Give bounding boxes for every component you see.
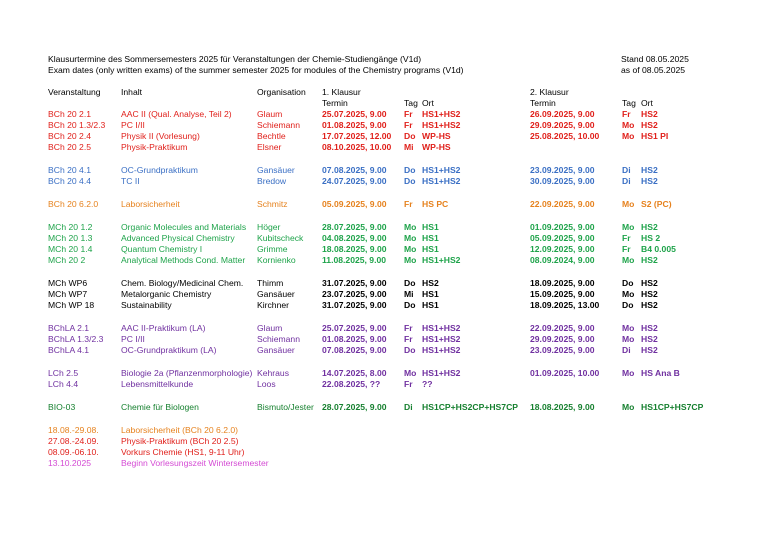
cell-tag1: Fr — [404, 334, 413, 344]
cell-ort1: HS PC — [422, 199, 449, 209]
cell-ort1: HS1CP+HS2CP+HS7CP — [422, 402, 519, 412]
cell-ort1: HS1+HS2 — [422, 165, 461, 175]
cell-tag2: Mo — [622, 402, 635, 412]
cell-inhalt: Sustainability — [121, 300, 172, 310]
table-row — [0, 345, 768, 356]
cell-inhalt: Biologie 2a (Pflanzenmorphologie) — [121, 368, 253, 378]
cell-termin1: 01.08.2025, 9.00 — [322, 334, 387, 344]
cell-termin1: 18.08.2025, 9.00 — [322, 244, 387, 254]
cell-organisation: Glaum — [257, 323, 283, 333]
note-item — [0, 458, 768, 469]
table-row — [0, 300, 768, 311]
cell-termin1: 04.08.2025, 9.00 — [322, 233, 387, 243]
table-row — [0, 120, 768, 131]
cell-tag2: Fr — [622, 233, 631, 243]
cell-termin1: 28.07.2025, 9.00 — [322, 402, 387, 412]
cell-ort2: HS2 — [641, 222, 658, 232]
cell-ort1: HS1 — [422, 244, 439, 254]
cell-termin1: 31.07.2025, 9.00 — [322, 278, 387, 288]
col-klausur2: 2. Klausur — [530, 87, 569, 97]
cell-termin1: 11.08.2025, 9.00 — [322, 255, 387, 265]
cell-tag1: Do — [404, 176, 416, 186]
col-termin2: Termin — [530, 98, 556, 108]
cell-termin2: 22.09.2025, 9.00 — [530, 199, 595, 209]
cell-inhalt: OC-Grundpraktikum (LA) — [121, 345, 217, 355]
cell-termin2: 08.09.2024, 9.00 — [530, 255, 595, 265]
cell-veranstaltung: MCh WP 18 — [48, 300, 95, 310]
cell-tag2: Mo — [622, 199, 635, 209]
cell-ort1: HS1+HS2 — [422, 323, 461, 333]
cell-veranstaltung: BChLA 4.1 — [48, 345, 90, 355]
cell-termin2: 30.09.2025, 9.00 — [530, 176, 595, 186]
cell-organisation: Bredow — [257, 176, 287, 186]
cell-organisation: Gansäuer — [257, 345, 295, 355]
cell-ort1: HS1+HS2 — [422, 368, 461, 378]
table-row — [0, 289, 768, 300]
cell-veranstaltung: MCh WP7 — [48, 289, 88, 299]
cell-tag2: Mo — [622, 289, 635, 299]
cell-tag2: Do — [622, 300, 634, 310]
table-row — [0, 109, 768, 120]
cell-ort2: HS2 — [641, 165, 658, 175]
table-row — [0, 176, 768, 187]
cell-ort1: HS1 — [422, 222, 439, 232]
cell-termin1: 23.07.2025, 9.00 — [322, 289, 387, 299]
cell-organisation: Bismuto/Jester — [257, 402, 314, 412]
cell-ort2: HS2 — [641, 289, 658, 299]
cell-ort2: HS2 — [641, 323, 658, 333]
cell-veranstaltung: LCh 4.4 — [48, 379, 79, 389]
cell-termin2: 05.09.2025, 9.00 — [530, 233, 595, 243]
cell-ort2: HS2 — [641, 120, 658, 130]
cell-ort1: HS1+HS2 — [422, 255, 461, 265]
cell-ort1: HS1+HS2 — [422, 176, 461, 186]
cell-inhalt: Laborsicherheit — [121, 199, 180, 209]
table-row — [0, 142, 768, 153]
cell-termin2: 18.09.2025, 13.00 — [530, 300, 600, 310]
cell-organisation: Kirchner — [257, 300, 289, 310]
table-row — [0, 233, 768, 244]
table-row — [0, 199, 768, 210]
cell-ort1: HS1 — [422, 233, 439, 243]
note-date: 27.08.-24.09. — [48, 436, 99, 446]
cell-veranstaltung: MCh WP6 — [48, 278, 88, 288]
cell-inhalt: OC-Grundpraktikum — [121, 165, 198, 175]
note-text: Vorkurs Chemie (HS1, 9-11 Uhr) — [121, 447, 245, 457]
cell-termin1: 07.08.2025, 9.00 — [322, 165, 387, 175]
cell-termin2: 12.09.2025, 9.00 — [530, 244, 595, 254]
cell-inhalt: Physik-Praktikum — [121, 142, 188, 152]
cell-tag1: Mo — [404, 255, 417, 265]
table-row — [0, 402, 768, 413]
cell-termin2: 29.09.2025, 9.00 — [530, 334, 595, 344]
cell-organisation: Loos — [257, 379, 276, 389]
cell-tag1: Mi — [404, 142, 414, 152]
table-row — [0, 278, 768, 289]
cell-termin2: 15.09.2025, 9.00 — [530, 289, 595, 299]
cell-ort2: HS2 — [641, 334, 658, 344]
cell-inhalt: Analytical Methods Cond. Matter — [121, 255, 246, 265]
cell-tag1: Fr — [404, 379, 413, 389]
cell-ort2: HS2 — [641, 109, 658, 119]
cell-ort1: HS1+HS2 — [422, 345, 461, 355]
stand-de: Stand 08.05.2025 — [621, 54, 689, 64]
cell-termin2: 25.08.2025, 10.00 — [530, 131, 600, 141]
cell-inhalt: PC I/II — [121, 120, 145, 130]
note-item — [0, 436, 768, 447]
note-item — [0, 447, 768, 458]
cell-tag1: Fr — [404, 109, 413, 119]
cell-termin1: 25.07.2025, 9.00 — [322, 323, 387, 333]
cell-termin2: 01.09.2025, 9.00 — [530, 222, 595, 232]
cell-ort1: HS1+HS2 — [422, 109, 461, 119]
cell-inhalt: Chemie für Biologen — [121, 402, 199, 412]
cell-inhalt: AAC II-Praktikum (LA) — [121, 323, 206, 333]
col-tag2: Tag — [622, 98, 636, 108]
cell-termin1: 22.08.2025, ?? — [322, 379, 381, 389]
cell-tag2: Mo — [622, 368, 635, 378]
cell-termin1: 25.07.2025, 9.00 — [322, 109, 387, 119]
cell-ort2: HS2 — [641, 300, 658, 310]
cell-organisation: Höger — [257, 222, 281, 232]
cell-ort1: ?? — [422, 379, 433, 389]
cell-organisation: Elsner — [257, 142, 282, 152]
cell-tag1: Di — [404, 402, 413, 412]
cell-tag1: Mi — [404, 289, 414, 299]
col-ort2: Ort — [641, 98, 653, 108]
note-text: Laborsicherheit (BCh 20 6.2.0) — [121, 425, 239, 435]
note-text: Beginn Vorlesungszeit Wintersemester — [121, 458, 269, 468]
note-date: 18.08.-29.08. — [48, 425, 99, 435]
cell-ort1: HS2 — [422, 278, 439, 288]
cell-tag1: Mo — [404, 222, 417, 232]
note-date: 13.10.2025 — [48, 458, 92, 468]
col-tag1: Tag — [404, 98, 418, 108]
cell-tag1: Do — [404, 165, 416, 175]
cell-inhalt: Lebensmittelkunde — [121, 379, 194, 389]
cell-termin1: 07.08.2025, 9.00 — [322, 345, 387, 355]
table-row — [0, 323, 768, 334]
cell-tag2: Di — [622, 176, 631, 186]
cell-ort2: HS Ana B — [641, 368, 680, 378]
cell-termin2: 18.09.2025, 9.00 — [530, 278, 595, 288]
cell-termin1: 01.08.2025, 9.00 — [322, 120, 387, 130]
cell-inhalt: TC II — [121, 176, 140, 186]
cell-ort1: WP-HS — [422, 131, 451, 141]
table-row — [0, 368, 768, 379]
cell-organisation: Thimm — [257, 278, 284, 288]
cell-ort2: HS2 — [641, 278, 658, 288]
cell-termin1: 14.07.2025, 8.00 — [322, 368, 387, 378]
col-termin1: Termin — [322, 98, 348, 108]
cell-tag2: Di — [622, 165, 631, 175]
cell-termin2: 23.09.2025, 9.00 — [530, 345, 595, 355]
note-date: 08.09.-06.10. — [48, 447, 99, 457]
cell-tag1: Do — [404, 300, 416, 310]
cell-tag2: Mo — [622, 131, 635, 141]
cell-veranstaltung: MCh 20 1.4 — [48, 244, 93, 254]
cell-tag1: Fr — [404, 323, 413, 333]
col-ort1: Ort — [422, 98, 434, 108]
col-veranstaltung: Veranstaltung — [48, 87, 101, 97]
cell-termin1: 24.07.2025, 9.00 — [322, 176, 387, 186]
cell-tag2: Mo — [622, 334, 635, 344]
cell-ort1: HS1+HS2 — [422, 334, 461, 344]
cell-veranstaltung: BCh 20 6.2.0 — [48, 199, 99, 209]
table-row — [0, 379, 768, 390]
cell-organisation: Gansäuer — [257, 289, 295, 299]
cell-organisation: Schiemann — [257, 334, 300, 344]
cell-organisation: Schmitz — [257, 199, 288, 209]
cell-veranstaltung: BCh 20 2.4 — [48, 131, 91, 141]
note-text: Physik-Praktikum (BCh 20 2.5) — [121, 436, 239, 446]
cell-organisation: Grimme — [257, 244, 288, 254]
cell-ort2: S2 (PC) — [641, 199, 672, 209]
cell-inhalt: Quantum Chemistry I — [121, 244, 203, 254]
cell-ort2: HS2 — [641, 255, 658, 265]
cell-veranstaltung: MCh 20 1.3 — [48, 233, 93, 243]
cell-tag1: Do — [404, 131, 416, 141]
cell-termin1: 17.07.2025, 12.00 — [322, 131, 392, 141]
cell-inhalt: Metalorganic Chemistry — [121, 289, 212, 299]
cell-ort2: HS2 — [641, 176, 658, 186]
table-row — [0, 165, 768, 176]
cell-tag2: Fr — [622, 244, 631, 254]
cell-tag2: Mo — [622, 222, 635, 232]
cell-tag2: Mo — [622, 255, 635, 265]
cell-tag2: Mo — [622, 323, 635, 333]
cell-inhalt: PC I/II — [121, 334, 145, 344]
cell-ort2: HS 2 — [641, 233, 661, 243]
cell-inhalt: Advanced Physical Chemistry — [121, 233, 235, 243]
cell-tag2: Do — [622, 278, 634, 288]
cell-termin2: 22.09.2025, 9.00 — [530, 323, 595, 333]
cell-organisation: Bechtle — [257, 131, 286, 141]
cell-termin2: 23.09.2025, 9.00 — [530, 165, 595, 175]
cell-termin2: 26.09.2025, 9.00 — [530, 109, 595, 119]
cell-veranstaltung: MCh 20 1.2 — [48, 222, 93, 232]
cell-inhalt: Chem. Biology/Medicinal Chem. — [121, 278, 244, 288]
cell-veranstaltung: LCh 2.5 — [48, 368, 79, 378]
col-inhalt: Inhalt — [121, 87, 143, 97]
title-de: Klausurtermine des Sommersemesters 2025 für Veranstaltungen der Chemie-Studiengänge (V1d) — [48, 54, 422, 64]
cell-termin2: 18.08.2025, 9.00 — [530, 402, 595, 412]
table-row — [0, 131, 768, 142]
cell-ort2: B4 0.005 — [641, 244, 676, 254]
cell-veranstaltung: MCh 20 2 — [48, 255, 86, 265]
cell-tag1: Do — [404, 278, 416, 288]
cell-organisation: Glaum — [257, 109, 283, 119]
stand-en: as of 08.05.2025 — [621, 65, 686, 75]
col-organisation: Organisation — [257, 87, 306, 97]
table-row — [0, 222, 768, 233]
cell-ort1: WP-HS — [422, 142, 451, 152]
cell-tag1: Fr — [404, 120, 413, 130]
cell-termin1: 08.10.2025, 10.00 — [322, 142, 392, 152]
cell-termin1: 28.07.2025, 9.00 — [322, 222, 387, 232]
cell-tag1: Do — [404, 345, 416, 355]
cell-veranstaltung: BChLA 1.3/2.3 — [48, 334, 104, 344]
cell-veranstaltung: BCh 20 1.3/2.3 — [48, 120, 106, 130]
cell-termin2: 29.09.2025, 9.00 — [530, 120, 595, 130]
cell-veranstaltung: BCh 20 4.1 — [48, 165, 91, 175]
cell-ort1: HS1 — [422, 289, 439, 299]
cell-ort2: HS1CP+HS7CP — [641, 402, 704, 412]
cell-organisation: Gansäuer — [257, 165, 295, 175]
cell-organisation: Kehraus — [257, 368, 290, 378]
cell-veranstaltung: BCh 20 4.4 — [48, 176, 91, 186]
cell-ort1: HS1 — [422, 300, 439, 310]
cell-ort2: HS2 — [641, 345, 658, 355]
cell-termin1: 05.09.2025, 9.00 — [322, 199, 387, 209]
cell-organisation: Kubitscheck — [257, 233, 304, 243]
table-row — [0, 334, 768, 345]
table-row — [0, 255, 768, 266]
cell-veranstaltung: BIO-03 — [48, 402, 76, 412]
cell-tag1: Mo — [404, 233, 417, 243]
cell-ort2: HS1 PI — [641, 131, 669, 141]
cell-veranstaltung: BChLA 2.1 — [48, 323, 90, 333]
table-row — [0, 244, 768, 255]
cell-tag2: Di — [622, 345, 631, 355]
cell-tag1: Fr — [404, 199, 413, 209]
cell-organisation: Schiemann — [257, 120, 300, 130]
note-item — [0, 425, 768, 436]
cell-tag1: Mo — [404, 244, 417, 254]
cell-tag2: Fr — [622, 109, 631, 119]
col-klausur1: 1. Klausur — [322, 87, 361, 97]
title-en: Exam dates (only written exams) of the summer semester 2025 for modules of the Chemistry programs (V1d) — [48, 65, 464, 75]
cell-inhalt: Physik II (Vorlesung) — [121, 131, 200, 141]
cell-termin1: 31.07.2025, 9.00 — [322, 300, 387, 310]
cell-termin2: 01.09.2025, 10.00 — [530, 368, 600, 378]
cell-inhalt: AAC II (Qual. Analyse, Teil 2) — [121, 109, 232, 119]
cell-inhalt: Organic Molecules and Materials — [121, 222, 247, 232]
cell-tag2: Mo — [622, 120, 635, 130]
cell-veranstaltung: BCh 20 2.5 — [48, 142, 91, 152]
cell-organisation: Kornienko — [257, 255, 296, 265]
cell-tag1: Mo — [404, 368, 417, 378]
cell-ort1: HS1+HS2 — [422, 120, 461, 130]
cell-veranstaltung: BCh 20 2.1 — [48, 109, 91, 119]
